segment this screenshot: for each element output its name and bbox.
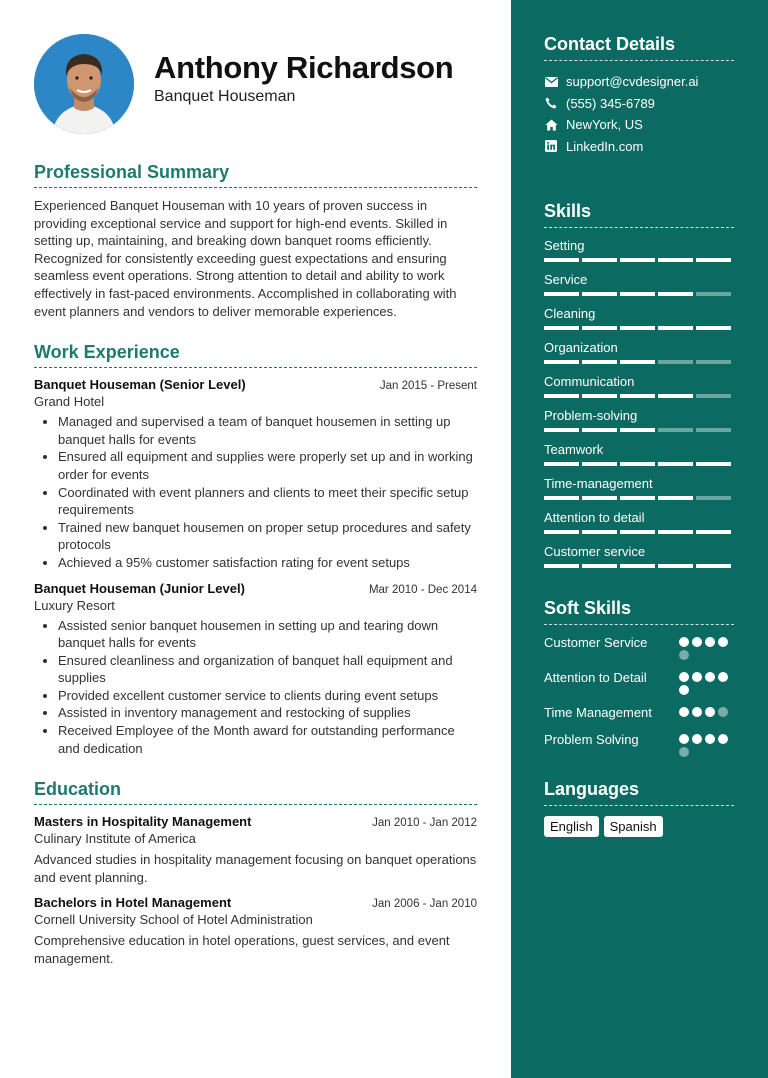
languages-list xyxy=(544,816,734,837)
rating-dot xyxy=(679,685,689,695)
rating-dot xyxy=(705,637,715,647)
skill-bar-segment xyxy=(544,258,579,262)
phone-text: (555) 345-6789 xyxy=(566,95,655,111)
phone-icon xyxy=(544,96,558,110)
skill-bar-segment xyxy=(696,292,731,296)
skill-bar-segment xyxy=(658,530,693,534)
skill-bar-segment xyxy=(544,496,579,500)
skill-bar-segment xyxy=(658,394,693,398)
skill-bar-segment xyxy=(658,258,693,262)
contact-email[interactable] xyxy=(544,71,734,93)
skill-item xyxy=(544,306,734,330)
languages-section xyxy=(544,779,734,837)
skill-bar-segment xyxy=(582,496,617,500)
rating-dot xyxy=(692,672,702,682)
skill-item xyxy=(544,544,734,568)
skill-bar-segment xyxy=(620,360,655,364)
skill-bar-segment xyxy=(620,394,655,398)
skill-level-bar xyxy=(544,462,734,466)
skill-bar-segment xyxy=(620,292,655,296)
skill-bar-segment xyxy=(658,326,693,330)
rating-dot xyxy=(718,734,728,744)
skill-item xyxy=(544,238,734,262)
skill-bar-segment xyxy=(696,462,731,466)
skill-bar-segment xyxy=(658,428,693,432)
skill-bar-segment xyxy=(620,564,655,568)
skill-bar-segment xyxy=(658,462,693,466)
education-description: Comprehensive education in hotel operations, guest services, and event management. xyxy=(34,933,450,967)
soft-skill-item xyxy=(544,731,734,757)
contact-location xyxy=(544,114,734,136)
bullet-item: • Coordinated with event planners and clients to meet their specific setup requirements xyxy=(58,484,477,519)
soft-skill-item xyxy=(544,704,734,722)
bullet-item: • Ensured cleanliness and organization of banquet hall equipment and supplies xyxy=(58,652,477,687)
skill-bar-segment xyxy=(696,258,731,262)
rating-dot xyxy=(679,747,689,757)
skill-bar-segment xyxy=(544,564,579,568)
skills-list xyxy=(544,238,734,568)
experience-section xyxy=(34,342,477,757)
skill-level-bar xyxy=(544,530,734,534)
school-name: Culinary Institute of America xyxy=(34,831,196,847)
contact-phone[interactable] xyxy=(544,93,734,115)
language-tag: English xyxy=(544,816,599,837)
rating-dot xyxy=(705,707,715,717)
degree-title: Bachelors in Hotel Management xyxy=(34,895,232,911)
skill-level-bar xyxy=(544,360,734,364)
rating-dot xyxy=(679,734,689,744)
summary-heading: Professional Summary xyxy=(34,162,477,188)
soft-skills-list xyxy=(544,634,734,757)
skill-bar-segment xyxy=(544,292,579,296)
rating-dot xyxy=(692,707,702,717)
skill-bar-segment xyxy=(582,564,617,568)
skill-bar-segment xyxy=(582,360,617,364)
skill-level-bar xyxy=(544,564,734,568)
soft-skills-heading: Soft Skills xyxy=(544,598,734,625)
rating-dot xyxy=(679,637,689,647)
skill-bar-segment xyxy=(620,258,655,262)
soft-skill-rating xyxy=(679,669,734,695)
skill-name: Cleaning xyxy=(544,306,596,321)
skill-bar-segment xyxy=(696,428,731,432)
skill-level-bar xyxy=(544,394,734,398)
profile-photo xyxy=(34,34,134,134)
skill-bar-segment xyxy=(544,428,579,432)
skill-name: Customer service xyxy=(544,544,646,559)
skill-name: Problem-solving xyxy=(544,408,638,423)
school-name: Cornell University School of Hotel Administration xyxy=(34,912,313,928)
soft-skill-item xyxy=(544,634,734,660)
rating-dot xyxy=(692,734,702,744)
soft-skill-item xyxy=(544,669,734,695)
skills-section xyxy=(544,201,734,568)
sidebar xyxy=(511,0,768,1078)
envelope-icon xyxy=(544,75,558,89)
skill-bar-segment xyxy=(582,394,617,398)
skill-bar-segment xyxy=(696,530,731,534)
skill-level-bar xyxy=(544,292,734,296)
skill-bar-segment xyxy=(544,530,579,534)
rating-dot xyxy=(692,637,702,647)
job-company: Grand Hotel xyxy=(34,394,105,410)
skill-bar-segment xyxy=(620,428,655,432)
bullet-item: • Assisted in inventory management and restocking of supplies xyxy=(58,704,477,722)
skill-bar-segment xyxy=(582,292,617,296)
skill-bar-segment xyxy=(620,462,655,466)
job-company: Luxury Resort xyxy=(34,597,115,613)
resume-header xyxy=(34,0,477,150)
soft-skill-name: Customer Service xyxy=(544,635,648,650)
soft-skill-rating xyxy=(679,634,734,660)
skill-level-bar xyxy=(544,258,734,262)
skill-name: Communication xyxy=(544,374,635,389)
job-bullets xyxy=(34,617,477,758)
summary-section xyxy=(34,162,477,320)
job-entry xyxy=(34,377,477,571)
bullet-item: • Achieved a 95% customer satisfaction rating for event setups xyxy=(58,554,477,572)
linkedin-text: LinkedIn.com xyxy=(566,138,644,154)
soft-skill-name: Problem Solving xyxy=(544,731,639,747)
linkedin-icon xyxy=(544,139,558,153)
soft-skill-rating xyxy=(679,704,734,722)
skill-bar-segment xyxy=(582,530,617,534)
skill-name: Organization xyxy=(544,340,618,355)
job-date: Jan 2015 - Present xyxy=(379,380,477,393)
avatar-illustration xyxy=(34,34,134,134)
skill-item xyxy=(544,510,734,534)
education-entry xyxy=(34,895,477,967)
skill-name: Time-management xyxy=(544,476,653,491)
skill-bar-segment xyxy=(696,360,731,364)
rating-dot xyxy=(679,707,689,717)
candidate-title: Banquet Houseman xyxy=(154,88,296,105)
skill-level-bar xyxy=(544,496,734,500)
education-heading: Education xyxy=(34,779,477,805)
soft-skill-rating xyxy=(679,731,734,757)
skill-bar-segment xyxy=(582,462,617,466)
bullet-item: • Managed and supervised a team of banquet housemen in setting up banquet halls for events xyxy=(58,413,477,448)
skill-bar-segment xyxy=(620,326,655,330)
skill-bar-segment xyxy=(544,462,579,466)
skill-bar-segment xyxy=(582,428,617,432)
bullet-item: • Ensured all equipment and supplies were properly set up and in working order for events xyxy=(58,448,477,483)
skill-name: Service xyxy=(544,272,588,287)
skill-bar-segment xyxy=(544,360,579,364)
skill-bar-segment xyxy=(544,394,579,398)
experience-heading: Work Experience xyxy=(34,342,477,368)
bullet-item: • Trained new banquet housemen on proper setup procedures and safety protocols xyxy=(58,519,477,554)
contact-linkedin[interactable] xyxy=(544,136,734,158)
skill-bar-segment xyxy=(582,326,617,330)
location-text: NewYork, US xyxy=(566,117,643,133)
skill-level-bar xyxy=(544,326,734,330)
skill-bar-segment xyxy=(658,360,693,364)
skill-name: Setting xyxy=(544,238,585,253)
skill-bar-segment xyxy=(658,564,693,568)
summary-text: Experienced Banquet Houseman with 10 years of proven success in providing exceptional service and support for high-end events. Skilled in setting up, maintaining, and breaking down banquet rooms efficiently. Recognized for consistently exceeding guest expectations and ensuring seamless event operations. Strong attention to detail and ability to work effectively in fast-paced environments. Accomplished in collaborating with event planners and vendors to deliver memorable experiences. xyxy=(34,198,457,319)
skill-bar-segment xyxy=(658,292,693,296)
skill-bar-segment xyxy=(696,496,731,500)
skill-item xyxy=(544,272,734,296)
skill-name: Teamwork xyxy=(544,442,604,457)
skill-item xyxy=(544,340,734,364)
soft-skill-name: Time Management xyxy=(544,705,652,720)
rating-dot xyxy=(679,672,689,682)
rating-dot xyxy=(705,734,715,744)
education-entry xyxy=(34,814,477,886)
skill-bar-segment xyxy=(696,326,731,330)
degree-title: Masters in Hospitality Management xyxy=(34,814,252,830)
contact-heading: Contact Details xyxy=(544,34,734,61)
language-tag: Spanish xyxy=(604,816,663,837)
skill-level-bar xyxy=(544,428,734,432)
contact-section xyxy=(544,34,734,157)
education-description: Advanced studies in hospitality management focusing on banquet operations and event planning. xyxy=(34,852,477,885)
skill-bar-segment xyxy=(696,394,731,398)
rating-dot xyxy=(718,707,728,717)
bullet-item: • Assisted senior banquet housemen in setting up and tearing down banquet halls for events xyxy=(58,617,477,652)
skill-bar-segment xyxy=(658,496,693,500)
skill-bar-segment xyxy=(620,496,655,500)
skills-heading: Skills xyxy=(544,201,734,228)
home-icon xyxy=(544,118,558,132)
skill-item xyxy=(544,476,734,500)
email-text: support@cvdesigner.ai xyxy=(566,74,699,90)
rating-dot xyxy=(718,637,728,647)
candidate-name: Anthony Richardson xyxy=(154,50,454,85)
job-date: Mar 2010 - Dec 2014 xyxy=(368,583,477,596)
languages-heading: Languages xyxy=(544,779,734,806)
bullet-item: • Received Employee of the Month award for outstanding performance and dedication xyxy=(58,722,477,757)
skill-bar-segment xyxy=(620,530,655,534)
skill-bar-segment xyxy=(544,326,579,330)
rating-dot xyxy=(679,650,689,660)
education-date: Jan 2006 - Jan 2010 xyxy=(372,898,477,911)
rating-dot xyxy=(705,672,715,682)
education-date: Jan 2010 - Jan 2012 xyxy=(372,817,477,830)
education-section xyxy=(34,779,477,967)
soft-skills-section xyxy=(544,598,734,757)
skill-item xyxy=(544,408,734,432)
skill-bar-segment xyxy=(696,564,731,568)
job-entry xyxy=(34,581,477,758)
skill-item xyxy=(544,374,734,398)
bullet-item: • Provided excellent customer service to clients during event setups xyxy=(58,687,477,705)
rating-dot xyxy=(718,672,728,682)
job-title: Banquet Houseman (Junior Level) xyxy=(34,580,245,596)
skill-bar-segment xyxy=(582,258,617,262)
skill-item xyxy=(544,442,734,466)
job-title: Banquet Houseman (Senior Level) xyxy=(34,377,246,393)
job-bullets xyxy=(34,413,477,571)
soft-skill-name: Attention to Detail xyxy=(544,670,647,685)
skill-name: Attention to detail xyxy=(544,510,645,525)
